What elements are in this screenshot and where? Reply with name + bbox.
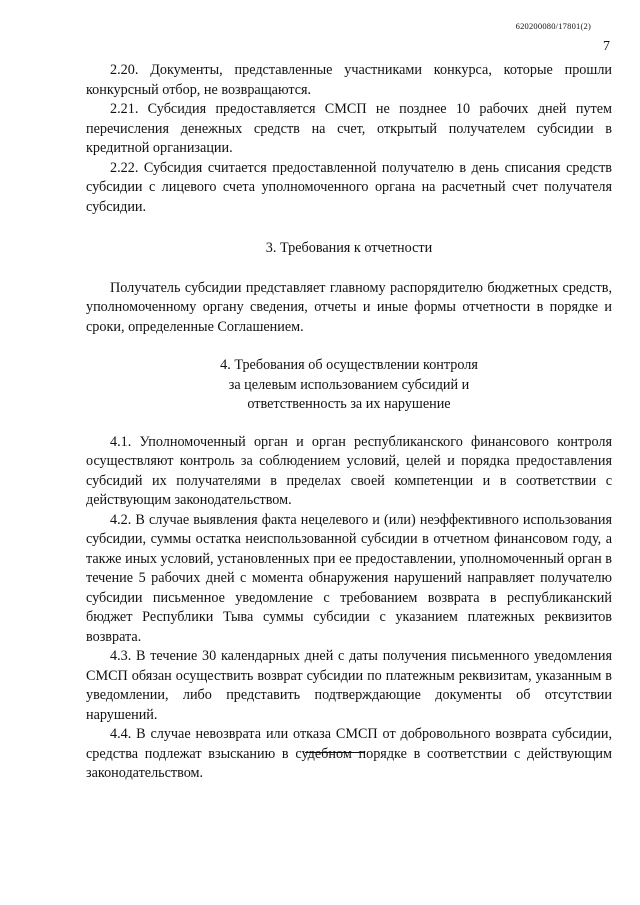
section-4-heading bbox=[86, 356, 612, 415]
document-body bbox=[86, 61, 612, 784]
section-4-items bbox=[86, 433, 612, 784]
section-3-paragraph: Получатель субсидии представляет главному распорядителю бюджетных средств, уполномоченному органу сведения, отчеты и иные формы отчетности в порядке и сроки, определенные Соглашением. bbox=[86, 279, 612, 335]
end-of-document-line bbox=[305, 752, 365, 753]
document-code: 620200080/17801(2) bbox=[515, 21, 591, 31]
paragraph-4-4: 4.4. В случае невозврата или отказа СМСП от добровольного возврата субсидии, средства подлежат взысканию в судебном порядке в соответствии с действующим законодательством. bbox=[86, 726, 612, 781]
paragraph-4-1: 4.1. Уполномоченный орган и орган республиканского финансового контроля осуществляют контроль за соблюдением условий, целей и порядка предоставления субсидий их получателями в пределах своей компетенции и в соответствии с действующим законодательством. bbox=[86, 433, 612, 508]
section-4-heading-line-1: 4. Требования об осуществлении контроля bbox=[220, 357, 478, 373]
paragraph-2-20: 2.20. Документы, представленные участниками конкурса, которые прошли конкурсный отбор, не возвращаются. bbox=[86, 62, 612, 98]
page-number: 7 bbox=[603, 39, 610, 54]
paragraph-4-2: 4.2. В случае выявления факта нецелевого и (или) неэффективного использования субсидии, суммы остатка неиспользованной субсидии в отчетном финансовом году, а также иных условий, установленных при ее предоставлении, уполномоченный орган в течение 5 рабочих дней с момента обнаружения нарушений направляет получателю субсидии письменное уведомление с требованием возврата в республиканский бюджет Республики Тыва суммы субсидии с указанием платежных реквизитов возврата. bbox=[86, 511, 612, 645]
section-4-heading-line-3: ответственность за их нарушение bbox=[247, 396, 451, 412]
section-4-heading-line-2: за целевым использованием субсидий и bbox=[228, 376, 470, 393]
section-3-heading: 3. Требования к отчетности bbox=[265, 240, 433, 256]
paragraph-2-21: 2.21. Субсидия предоставляется СМСП не позднее 10 рабочих дней путем перечисления денежных средств на счет, открытый получателем субсидии в кредитной организации. bbox=[86, 101, 612, 156]
paragraph-2-22: 2.22. Субсидия считается предоставленной получателю в день списания средств субсидии с лицевого счета уполномоченного органа на расчетный счет получателя субсидии. bbox=[86, 159, 612, 215]
paragraph-4-3: 4.3. В течение 30 календарных дней с даты получения письменного уведомления СМСП обязан осуществить возврат субсидии по платежным реквизитам, указанным в уведомлении, либо представить подтверждающие документы об отсутствии нарушений. bbox=[86, 648, 612, 723]
